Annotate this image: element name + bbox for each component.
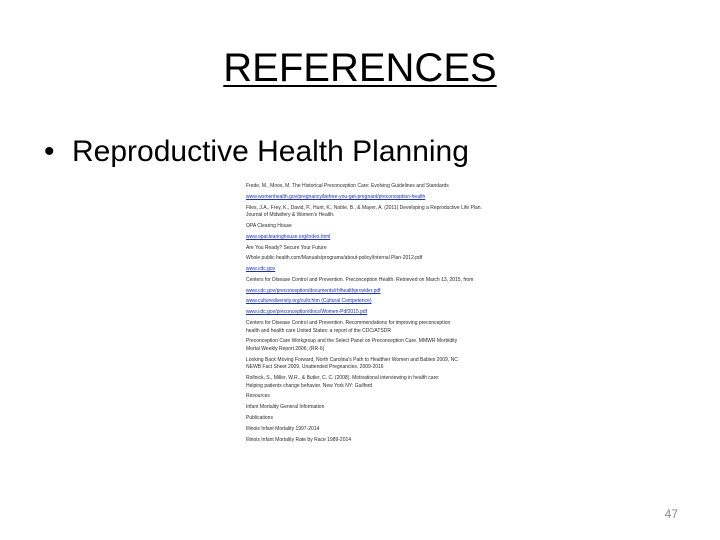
reference-entry <box>246 183 546 191</box>
reference-entry <box>246 223 546 231</box>
reference-line: NEWB Fact Sheet 2009. Unattended Pregnancies. 2009-2016 <box>246 364 384 371</box>
reference-line: Whole public health.com/Manuals/programs/about-policy/Internal Plan-2012.pdf <box>246 255 423 262</box>
reference-line: Centers for Disease Control and Prevention. Preconception Health. Retrieved on March 13, 2015, from <box>246 276 474 283</box>
reference-line[interactable]: www.cdc.gov/preconception/docs/Women-Pdf2015.pdf <box>246 309 368 316</box>
reference-entry <box>246 375 546 390</box>
reference-entry <box>246 426 546 434</box>
reference-entry <box>246 320 546 335</box>
reference-line: OPA Clearing House <box>246 222 292 229</box>
reference-entry <box>246 205 546 220</box>
reference-line: Resources <box>246 393 270 400</box>
bullet-text: Reproductive Health Planning <box>72 135 469 168</box>
reference-link[interactable] <box>246 309 546 317</box>
reference-entry <box>246 415 546 423</box>
reference-entry <box>246 277 546 285</box>
page-number: 47 <box>664 507 678 521</box>
reference-line: Are You Ready? Secure Your Future <box>246 244 327 251</box>
bullet-item <box>44 132 469 172</box>
slide-title: REFERENCES <box>223 46 497 90</box>
reference-line: Centers for Disease Control and Prevention. Recommendations for improving preconception <box>246 319 451 326</box>
reference-line: Frede, M., Moos, M. The Historical Preconception Care: Evolving Guidelines and Standards <box>246 183 449 189</box>
reference-line: Illinois Infant Mortality Rate by Race 1989-2014 <box>246 436 352 443</box>
reference-line[interactable]: www.culturediversity.org/cultr.htm (Cultural Competence) <box>246 298 372 305</box>
reference-entry <box>246 338 546 353</box>
reference-link[interactable] <box>246 266 546 274</box>
reference-line: Helping patients change behavior. New York NY: Guilford <box>246 382 373 389</box>
reference-line: Publications <box>246 415 273 422</box>
reference-link[interactable] <box>246 194 546 202</box>
bullet-icon: • <box>44 135 55 168</box>
reference-line: health and health care United States: a report of the CDC/ATSDR <box>246 327 391 334</box>
reference-link[interactable] <box>246 288 546 296</box>
reference-entry <box>246 437 546 445</box>
reference-entry <box>246 357 546 372</box>
reference-line: Rollnick, S., Miller, W.R., & Butler, C. C. (2008). Motivational interviewing in health care: <box>246 375 440 382</box>
reference-line: Looking Back Moving Forward, North Carolina's Path to Healthier Women and Babies 2009, NC <box>246 356 458 363</box>
reference-line: Files, J.A., Frey, K., David, P., Hunt, K., Noble, B., & Mayer, A. (2011) Developing a Reproductive Life Plan. <box>246 204 482 211</box>
reference-line[interactable]: www.opaclearinghouse.org/index.html <box>246 233 331 240</box>
reference-line: Journal of Midwifery & Women's Health. <box>246 212 335 219</box>
reference-line: Mortal Weekly Report 2006; (RR-6) <box>246 345 325 352</box>
reference-entry <box>246 404 546 412</box>
reference-line[interactable]: www.cdc.gov/preconception/documents/rhlhealthprovider.pdf <box>246 287 381 294</box>
reference-line[interactable]: www.cdc.gov <box>246 266 276 273</box>
reference-line: Infant Mortality General Information <box>246 404 325 411</box>
reference-entry <box>246 393 546 401</box>
reference-entry <box>246 245 546 253</box>
reference-line[interactable]: www.womenhealth.gov/pregnancy/before-you-get-pregnant/preconception-health <box>246 193 426 200</box>
reference-line: Illinois Infant Mortality 1997-2014 <box>246 425 320 432</box>
reference-entry <box>246 255 546 263</box>
reference-line: Preconception Care Workgroup and the Select Panel on Preconception Care. MMWR Morbidity <box>246 338 458 345</box>
reference-list <box>246 183 546 447</box>
reference-link[interactable] <box>246 298 546 306</box>
reference-link[interactable] <box>246 234 546 242</box>
